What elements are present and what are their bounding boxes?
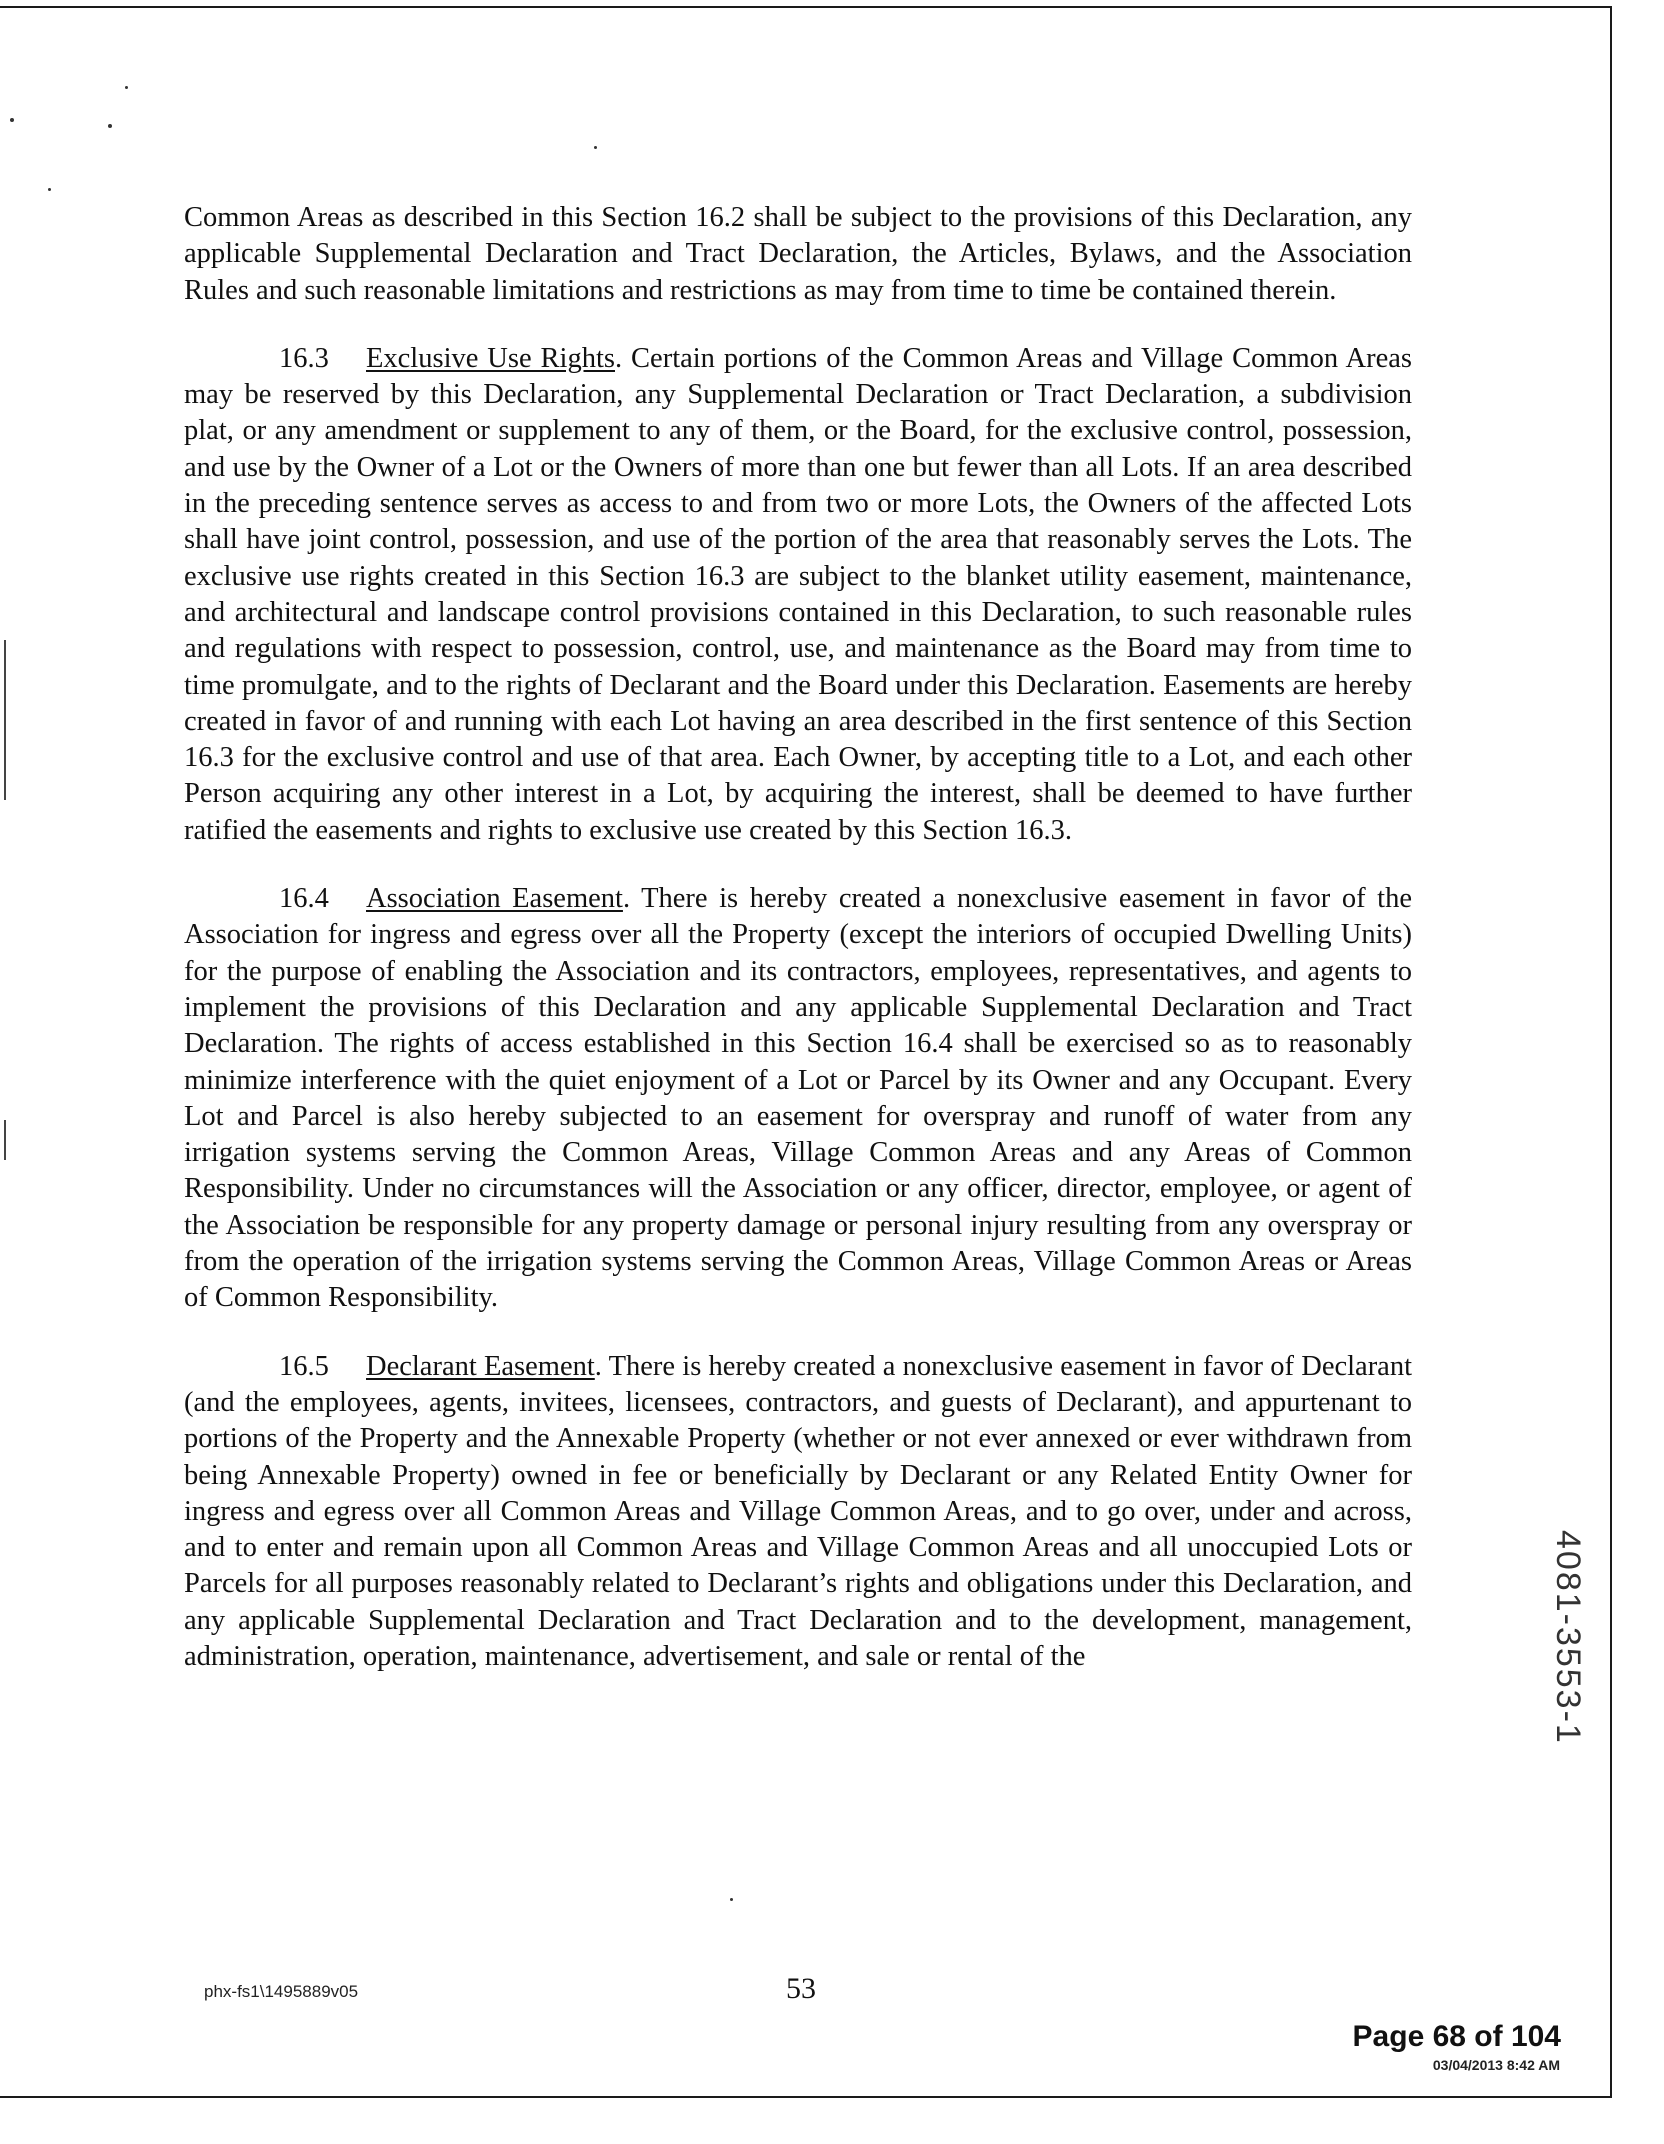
- document-body: [184, 200, 1412, 1707]
- page-border-top: [0, 6, 1612, 8]
- paragraph-text: Certain portions of the Common Areas and Village Common Areas may be reserved by this Declaration, any Supplemental Declaration or Tract Declaration, a subdivision plat, or any amendment or supplement to any of them, or the Board, for the exclusive control, possession, and use by the Owner of a Lot or the Owners of more than one but fewer than all Lots. If an area described in the preceding sentence serves as access to and from two or more Lots, the Owners of the affected Lots shall have joint control, possession, and use of the portion of the area that reasonably serves the Lots. The exclusive use rights created in this Section 16.3 are subject to the blanket utility easement, maintenance, and architectural and landscape control provisions contained in this Declaration, to such reasonable rules and regulations with respect to possession, control, use, and maintenance as the Board may from time to time promulgate, and to the rights of Declarant and the Board under this Declaration. Easements are hereby created in favor of and running with each Lot having an area described in the first sentence of this Section 16.3 for the exclusive control and use of that area. Each Owner, by accepting title to a Lot, and each other Person acquiring any other interest in a Lot, by acquiring the interest, shall be deemed to have further ratified the easements and rights to exclusive use created by this Section 16.3.: [184, 342, 1412, 846]
- scan-speck: [10, 118, 14, 122]
- paragraph-16-5: 16.5 Declarant Easement. There is hereby created a nonexclusive easement in favor of Declarant (and the employees, agents, invitees, licensees, contractors, and guests of Declarant), and appurtenant to portions of the Property and the Annexable Property (whether or not ever annexed or ever withdrawn from being Annexable Property) owned in fee or beneficially by Declarant or any Related Entity Owner for ingress and egress over all Common Areas and Village Common Areas, and to go over, under and across, and to enter and remain upon all Common Areas and Village Common Areas and all unoccupied Lots or Parcels for all purposes reasonably related to Declarant’s rights and obligations under this Declaration, and any applicable Supplemental Declaration and Tract Declaration and to the development, management, administration, operation, maintenance, advertisement, and sale or rental of the: [184, 1350, 1413, 1672]
- section-heading: Declarant Easement: [366, 1350, 595, 1382]
- page-border-bottom: [0, 2096, 1612, 2098]
- paragraph-text: There is hereby created a nonexclusive easement in favor of Declarant (and the employees, agents, invitees, licensees, contractors, and guests of Declarant), and appurtenant to portions of the Property and the Annexable Property (whether or not ever annexed or ever withdrawn from being Annexable Property) owned in fee or beneficially by Declarant or any Related Entity Owner for ingress and egress over all Common Areas and Village Common Areas, and to go over, under and across, and to enter and remain upon all Common Areas and Village Common Areas and all unoccupied Lots or Parcels for all purposes reasonably related to Declarant’s rights and obligations under this Declaration, and any applicable Supplemental Declaration and Tract Declaration and to the development, management, administration, operation, maintenance, advertisement, and sale or rental of the: [184, 1350, 1413, 1672]
- paragraph-text: Common Areas as described in this Section 16.2 shall be subject to the provisions of this Declaration, any applicable Supplemental Declaration and Tract Declaration, the Articles, Bylaws, and the Association Rules and such reasonable limitations and restrictions as may from time to time be contained therein.: [184, 202, 1412, 306]
- footer-file-reference: phx-fs1\1495889v05: [204, 1982, 359, 2001]
- recording-page-label: Page 68 of 104: [1352, 2020, 1561, 2053]
- scan-edge-mark: [4, 640, 6, 800]
- scan-speck: [108, 124, 112, 128]
- page-border-right: [1610, 6, 1612, 2098]
- section-heading: Exclusive Use Rights: [366, 342, 615, 374]
- section-number: 16.5: [279, 1350, 329, 1382]
- recording-datetime: 03/04/2013 8:42 AM: [1432, 2057, 1560, 2073]
- page-number: 53: [786, 1972, 816, 2005]
- paragraph-16-2-continued: [184, 200, 1412, 309]
- scan-edge-mark: [4, 1120, 6, 1160]
- section-heading: Association Easement: [366, 883, 623, 915]
- scan-speck: [48, 188, 51, 191]
- paragraph-16-4: 16.4 Association Easement. There is hereby created a nonexclusive easement in favor of the Association for ingress and egress over all the Property (except the interiors of occupied Dwelling Units) for the purpose of enabling the Association and its contractors, employees, representatives, and agents to implement the provisions of this Declaration and any applicable Supplemental Declaration and Tract Declaration. The rights of access established in this Section 16.4 shall be exercised so as to reasonably minimize interference with the quiet enjoyment of a Lot or Parcel by its Owner and any Occupant. Every Lot and Parcel is also hereby subjected to an easement for overspray and runoff of water from any irrigation systems serving the Common Areas, Village Common Areas and any Areas of Common Responsibility. Under no circumstances will the Association or any officer, director, employee, or agent of the Association be responsible for any property damage or personal injury resulting from any overspray or from the operation of the irrigation systems serving the Common Areas, Village Common Areas or Areas of Common Responsibility.: [184, 883, 1413, 1314]
- side-recording-number: 4081-3553-1: [1549, 1530, 1587, 1745]
- paragraph-text: There is hereby created a nonexclusive easement in favor of the Association for ingress and egress over all the Property (except the interiors of occupied Dwelling Units) for the purpose of enabling the Association and its contractors, employees, representatives, and agents to implement the provisions of this Declaration and any applicable Supplemental Declaration and Tract Declaration. The rights of access established in this Section 16.4 shall be exercised so as to reasonably minimize interference with the quiet enjoyment of a Lot or Parcel by its Owner and any Occupant. Every Lot and Parcel is also hereby subjected to an easement for overspray and runoff of water from any irrigation systems serving the Common Areas, Village Common Areas and any Areas of Common Responsibility. Under no circumstances will the Association or any officer, director, employee, or agent of the Association be responsible for any property damage or personal injury resulting from any overspray or from the operation of the irrigation systems serving the Common Areas, Village Common Areas or Areas of Common Responsibility.: [184, 883, 1413, 1314]
- scan-speck: [594, 146, 597, 149]
- scan-speck: [730, 1898, 733, 1901]
- section-number: 16.3: [279, 342, 329, 374]
- paragraph-16-3: 16.3 Exclusive Use Rights. Certain portions of the Common Areas and Village Common Areas may be reserved by this Declaration, any Supplemental Declaration or Tract Declaration, a subdivision plat, or any amendment or supplement to any of them, or the Board, for the exclusive control, possession, and use by the Owner of a Lot or the Owners of more than one but fewer than all Lots. If an area described in the preceding sentence serves as access to and from two or more Lots, the Owners of the affected Lots shall have joint control, possession, and use of the portion of the area that reasonably serves the Lots. The exclusive use rights created in this Section 16.3 are subject to the blanket utility easement, maintenance, and architectural and landscape control provisions contained in this Declaration, to such reasonable rules and regulations with respect to possession, control, use, and maintenance as the Board may from time to time promulgate, and to the rights of Declarant and the Board under this Declaration. Easements are hereby created in favor of and running with each Lot having an area described in the first sentence of this Section 16.3 for the exclusive control and use of that area. Each Owner, by accepting title to a Lot, and each other Person acquiring any other interest in a Lot, by acquiring the interest, shall be deemed to have further ratified the easements and rights to exclusive use created by this Section 16.3.: [184, 342, 1412, 846]
- scan-speck: [125, 86, 128, 89]
- section-number: 16.4: [279, 883, 329, 915]
